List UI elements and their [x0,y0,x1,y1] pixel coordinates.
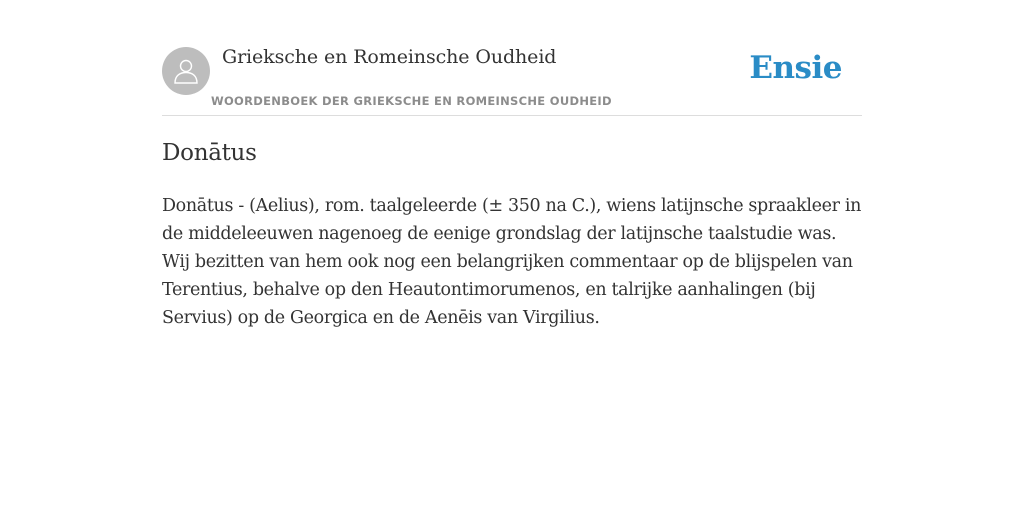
source-title[interactable]: Grieksche en Romeinsche Oudheid [222,46,557,68]
ensie-logo[interactable]: Ensie [749,50,842,86]
entry-body-line: Donātus - (Aelius), rom. taalgeleerde (± 350 na C.), wiens latijnsche spraakleer in [162,196,862,216]
source-subtitle[interactable]: WOORDENBOEK DER GRIEKSCHE EN ROMEINSCHE OUDHEID [211,94,612,108]
entry-header [162,0,862,116]
entry-body [162,192,862,332]
entry-body-line: Terentius, behalve op den Heautontimorumenos, en talrijke aanhalingen (bij [162,280,816,300]
entry-body-line: Wij bezitten van hem ook nog een belangrijken commentaar op de blijspelen van [162,252,853,272]
entry-body-line: Servius) op de Georgica en de Aenēis van Virgilius. [162,308,600,328]
entry-title: Donātus [162,140,257,166]
user-silhouette-icon [171,56,201,86]
page-container [162,0,862,328]
avatar[interactable] [162,47,210,95]
entry-body-line: de middeleeuwen nagenoeg de eenige grondslag der latijnsche taalstudie was. [162,224,837,244]
